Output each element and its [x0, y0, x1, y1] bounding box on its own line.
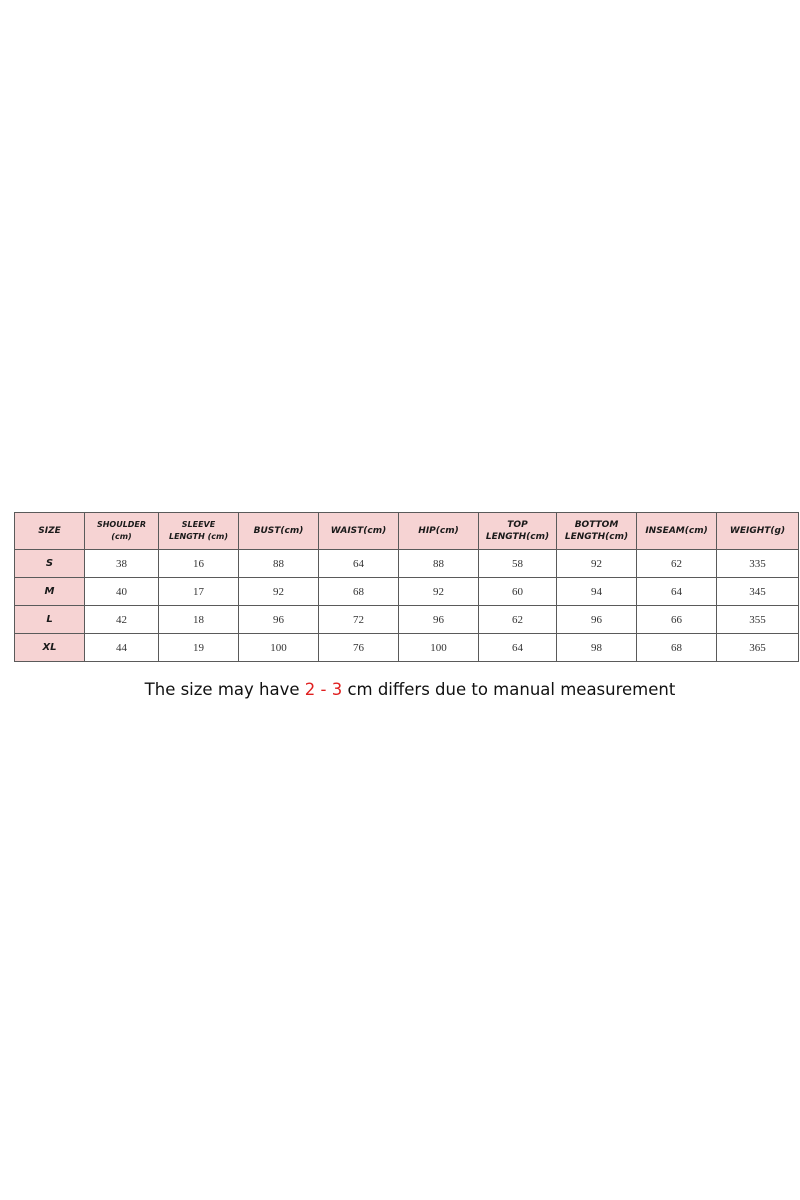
header-bottom-length: BOTTOM LENGTH(cm) — [557, 513, 637, 550]
bust-cell: 92 — [239, 578, 319, 606]
weight-cell: 345 — [717, 578, 799, 606]
waist-cell: 76 — [319, 634, 399, 662]
header-weight: WEIGHT(g) — [717, 513, 799, 550]
note-range-high: 3 — [331, 680, 343, 699]
waist-cell: 68 — [319, 578, 399, 606]
top-length-cell: 60 — [479, 578, 557, 606]
shoulder-cell: 44 — [85, 634, 159, 662]
shoulder-cell: 38 — [85, 550, 159, 578]
header-hip: HIP(cm) — [399, 513, 479, 550]
bottom-length-cell: 96 — [557, 606, 637, 634]
hip-cell: 100 — [399, 634, 479, 662]
sleeve-length-cell: 18 — [159, 606, 239, 634]
inseam-cell: 62 — [637, 550, 717, 578]
top-length-cell: 64 — [479, 634, 557, 662]
top-length-cell: 58 — [479, 550, 557, 578]
size-cell: L — [15, 606, 85, 634]
sleeve-length-cell: 17 — [159, 578, 239, 606]
hip-cell: 96 — [399, 606, 479, 634]
inseam-cell: 66 — [637, 606, 717, 634]
header-size: SIZE — [15, 513, 85, 550]
size-cell: M — [15, 578, 85, 606]
waist-cell: 72 — [319, 606, 399, 634]
table-row — [15, 578, 799, 606]
note-range-low: 2 — [304, 680, 316, 699]
header-inseam: INSEAM(cm) — [637, 513, 717, 550]
bust-cell: 96 — [239, 606, 319, 634]
table-row — [15, 606, 799, 634]
weight-cell: 365 — [717, 634, 799, 662]
header-sleeve-length: SLEEVE LENGTH (cm) — [159, 513, 239, 550]
sleeve-length-cell: 16 — [159, 550, 239, 578]
inseam-cell: 64 — [637, 578, 717, 606]
inseam-cell: 68 — [637, 634, 717, 662]
bottom-length-cell: 94 — [557, 578, 637, 606]
hip-cell: 92 — [399, 578, 479, 606]
hip-cell: 88 — [399, 550, 479, 578]
note-suffix: cm differs due to manual measurement — [342, 680, 676, 699]
waist-cell: 64 — [319, 550, 399, 578]
size-cell: S — [15, 550, 85, 578]
shoulder-cell: 42 — [85, 606, 159, 634]
size-cell: XL — [15, 634, 85, 662]
size-chart — [14, 512, 798, 662]
note-range-separator: - — [315, 680, 332, 699]
table-row — [15, 550, 799, 578]
bottom-length-cell: 92 — [557, 550, 637, 578]
sleeve-length-cell: 19 — [159, 634, 239, 662]
header-waist: WAIST(cm) — [319, 513, 399, 550]
header-top-length: TOP LENGTH(cm) — [479, 513, 557, 550]
header-row — [15, 513, 799, 550]
size-table — [14, 512, 799, 662]
weight-cell: 355 — [717, 606, 799, 634]
bottom-length-cell: 98 — [557, 634, 637, 662]
weight-cell: 335 — [717, 550, 799, 578]
note-prefix: The size may have — [144, 680, 305, 699]
header-bust: BUST(cm) — [239, 513, 319, 550]
shoulder-cell: 40 — [85, 578, 159, 606]
header-shoulder: SHOULDER (cm) — [85, 513, 159, 550]
table-row — [15, 634, 799, 662]
top-length-cell: 62 — [479, 606, 557, 634]
measurement-note — [0, 680, 800, 699]
bust-cell: 100 — [239, 634, 319, 662]
bust-cell: 88 — [239, 550, 319, 578]
